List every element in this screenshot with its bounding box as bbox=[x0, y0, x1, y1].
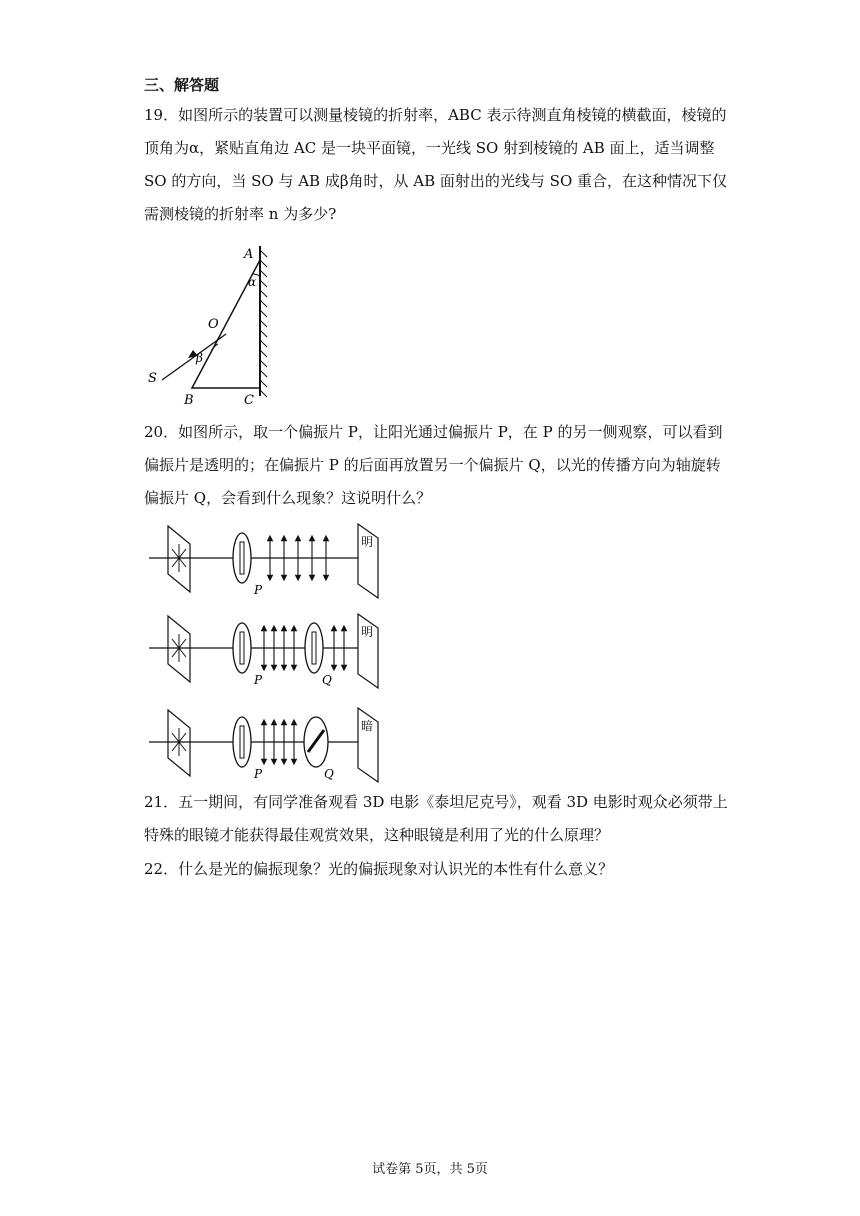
label-S: S bbox=[148, 371, 157, 386]
question-19-line-1: 19．如图所示的装置可以测量棱镜的折射率，ABC 表示待测直角棱镜的横截面，棱镜的 bbox=[144, 106, 727, 124]
question-21-line-1: 21．五一期间，有同学准备观看 3D 电影《泰坦尼克号》，观看 3D 电影时观众必须带上 bbox=[144, 793, 728, 811]
label-Q: Q bbox=[324, 767, 334, 781]
question-19 bbox=[144, 99, 728, 231]
label-P: P bbox=[254, 673, 263, 687]
polarizer-P-slit bbox=[240, 542, 244, 574]
polarizer-row-3 bbox=[149, 708, 378, 782]
polarizer-row-1 bbox=[149, 524, 378, 598]
screen-label-bright: 明 bbox=[361, 625, 374, 639]
question-21-line-2: 特殊的眼镜才能获得最佳观赏效果，这种眼镜是利用了光的什么原理？ bbox=[144, 826, 610, 844]
unpolarized-star bbox=[169, 634, 189, 662]
label-alpha: α bbox=[248, 275, 257, 289]
page-footer: 试卷第 5页，共 5页 bbox=[372, 1162, 488, 1177]
question-19-line-3: SO 的方向，当 SO 与 AB 成β角时，从 AB 面射出的光线与 SO 重合，在这种情况下仅 bbox=[144, 172, 728, 190]
label-P: P bbox=[254, 583, 263, 597]
question-20-line-1: 20．如图所示，取一个偏振片 P，让阳光通过偏振片 P，在 P 的另一侧观察，可以看到 bbox=[144, 423, 723, 441]
question-20-line-3: 偏振片 Q，会看到什么现象？这说明什么？ bbox=[144, 489, 432, 507]
polarizer-figure bbox=[144, 516, 389, 786]
unpolarized-star bbox=[169, 544, 189, 572]
screen-label-dark: 暗 bbox=[361, 719, 374, 733]
label-O: O bbox=[208, 317, 219, 332]
question-21 bbox=[144, 786, 728, 852]
polarizer-P-slit bbox=[240, 726, 244, 758]
label-B: B bbox=[184, 393, 194, 408]
question-20 bbox=[144, 416, 724, 515]
question-19-line-4: 需测棱镜的折射率 n 为多少? bbox=[144, 205, 337, 223]
label-A: A bbox=[244, 247, 254, 262]
question-19-line-2: 顶角为α，紧贴直角边 AC 是一块平面镜，一光线 SO 射到棱镜的 AB 面上，适当调整 bbox=[144, 139, 715, 157]
polarizer-P-slit bbox=[240, 632, 244, 664]
screen-label-bright: 明 bbox=[361, 535, 374, 549]
question-20-line-2: 偏振片是透明的；在偏振片 P 的后面再放置另一个偏振片 Q，以光的传播方向为轴旋转 bbox=[144, 456, 721, 474]
section-heading: 三、解答题 bbox=[144, 76, 220, 94]
question-22 bbox=[144, 853, 724, 886]
unpolarized-star bbox=[169, 728, 189, 756]
question-22-line-1: 22．什么是光的偏振现象？光的偏振现象对认识光的本性有什么意义？ bbox=[144, 860, 614, 878]
prism-figure bbox=[140, 238, 280, 408]
incident-ray bbox=[162, 334, 226, 380]
label-Q: Q bbox=[322, 673, 332, 687]
label-C: C bbox=[244, 393, 254, 408]
polarizer-row-2 bbox=[149, 614, 378, 688]
label-beta: β bbox=[196, 351, 203, 365]
polarizer-Q-slit bbox=[312, 632, 316, 664]
label-P: P bbox=[254, 767, 263, 781]
mirror-hatching bbox=[260, 250, 267, 397]
